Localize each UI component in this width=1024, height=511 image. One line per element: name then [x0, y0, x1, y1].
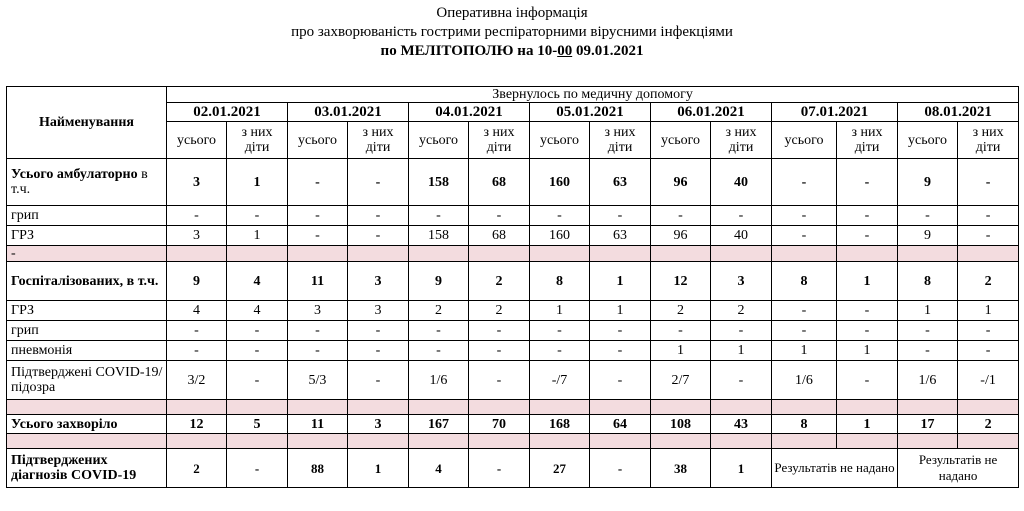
row-label: грип — [7, 321, 167, 341]
value-cell: - — [227, 206, 288, 226]
value-cell: 1 — [898, 301, 958, 321]
value-cell: 96 — [651, 159, 711, 206]
value-cell: 1 — [530, 301, 590, 321]
value-cell: - — [772, 206, 837, 226]
subheader-children: з них діти — [348, 122, 409, 159]
value-cell: - — [590, 449, 651, 488]
value-cell: - — [772, 321, 837, 341]
value-cell: - — [227, 361, 288, 400]
value-cell: 1 — [837, 415, 898, 434]
value-cell: 12 — [651, 262, 711, 301]
value-cell: - — [530, 206, 590, 226]
subheader-total: усього — [772, 122, 837, 159]
subheader-total: усього — [530, 122, 590, 159]
value-cell: - — [590, 341, 651, 361]
value-cell: 4 — [167, 301, 227, 321]
value-cell: 8 — [530, 262, 590, 301]
value-cell: 1/6 — [898, 361, 958, 400]
value-cell: 2 — [469, 262, 530, 301]
row-covid-diagnoses — [7, 449, 1019, 488]
value-cell: - — [227, 449, 288, 488]
value-cell: 158 — [409, 226, 469, 246]
value-cell: 27 — [530, 449, 590, 488]
separator-row — [7, 434, 1019, 449]
value-cell: - — [348, 361, 409, 400]
value-cell: - — [167, 341, 227, 361]
subheader-children: з них діти — [837, 122, 898, 159]
title-line-1: Оперативна інформація — [436, 5, 588, 21]
value-cell: 2 — [711, 301, 772, 321]
value-cell: 38 — [651, 449, 711, 488]
value-cell: 2/7 — [651, 361, 711, 400]
value-cell: - — [167, 206, 227, 226]
value-cell: - — [958, 226, 1019, 246]
row-covid-confirmed — [7, 361, 1019, 400]
row-label: ГРЗ — [7, 226, 167, 246]
value-cell: 1 — [711, 449, 772, 488]
value-cell: - — [409, 321, 469, 341]
value-cell: 1 — [837, 262, 898, 301]
subheader-total: усього — [651, 122, 711, 159]
value-cell: - — [837, 321, 898, 341]
value-cell: - — [958, 159, 1019, 206]
title-date: 09.01.2021 — [572, 43, 644, 59]
row-label: пневмонія — [7, 341, 167, 361]
value-cell: 2 — [469, 301, 530, 321]
value-cell: - — [348, 159, 409, 206]
value-cell: 8 — [898, 262, 958, 301]
title-city-prefix: по МЕЛІТОПОЛЮ на 10- — [380, 43, 558, 59]
no-results-cell: Результатів не надано — [772, 449, 898, 488]
value-cell: -/7 — [530, 361, 590, 400]
row-label: Підтверджених діагнозів COVID-19 — [7, 449, 167, 488]
value-cell: 63 — [590, 226, 651, 246]
value-cell: 1 — [711, 341, 772, 361]
value-cell: 1 — [227, 159, 288, 206]
title-time-minutes: 00 — [557, 43, 573, 59]
value-cell: 1 — [348, 449, 409, 488]
value-cell: 2 — [958, 262, 1019, 301]
value-cell: - — [958, 341, 1019, 361]
value-cell: 158 — [409, 159, 469, 206]
value-cell: 1 — [590, 301, 651, 321]
value-cell: - — [469, 341, 530, 361]
title-line-2: про захворюваність гострими респіраторними вірусними інфекціями — [291, 24, 733, 40]
date-header: 04.01.2021 — [409, 103, 530, 122]
value-cell: 70 — [469, 415, 530, 434]
value-cell: 3 — [167, 159, 227, 206]
value-cell: - — [167, 321, 227, 341]
value-cell: - — [837, 226, 898, 246]
value-cell: - — [469, 206, 530, 226]
value-cell: 9 — [167, 262, 227, 301]
value-cell: - — [288, 341, 348, 361]
row-flu — [7, 206, 1019, 226]
date-header: 05.01.2021 — [530, 103, 651, 122]
row-hospitalized — [7, 262, 1019, 301]
value-cell: 68 — [469, 226, 530, 246]
row-hosp-ari — [7, 301, 1019, 321]
value-cell: 11 — [288, 415, 348, 434]
row-label: Усього амбулаторно в т.ч. — [7, 159, 167, 206]
value-cell: 3 — [711, 262, 772, 301]
value-cell: 40 — [711, 159, 772, 206]
value-cell: 108 — [651, 415, 711, 434]
value-cell: 9 — [898, 226, 958, 246]
value-cell: 5/3 — [288, 361, 348, 400]
value-cell: 2 — [958, 415, 1019, 434]
row-ambulatory — [7, 159, 1019, 206]
value-cell: 96 — [651, 226, 711, 246]
value-cell: 64 — [590, 415, 651, 434]
date-header: 07.01.2021 — [772, 103, 898, 122]
value-cell: 5 — [227, 415, 288, 434]
value-cell: 40 — [711, 226, 772, 246]
value-cell: 12 — [167, 415, 227, 434]
separator-row — [7, 246, 1019, 262]
value-cell: 167 — [409, 415, 469, 434]
row-label: ГРЗ — [7, 301, 167, 321]
value-cell: -/1 — [958, 361, 1019, 400]
subheader-children: з них діти — [711, 122, 772, 159]
value-cell: 160 — [530, 226, 590, 246]
subheader-children: з них діти — [590, 122, 651, 159]
row-ari — [7, 226, 1019, 246]
value-cell: 1 — [590, 262, 651, 301]
value-cell: - — [409, 341, 469, 361]
value-cell: - — [348, 341, 409, 361]
value-cell: - — [711, 206, 772, 226]
value-cell: - — [227, 341, 288, 361]
value-cell: - — [772, 226, 837, 246]
value-cell: - — [837, 361, 898, 400]
row-hosp-flu — [7, 321, 1019, 341]
value-cell: - — [590, 321, 651, 341]
value-cell: 3 — [288, 301, 348, 321]
subheader-children: з них діти — [958, 122, 1019, 159]
value-cell: - — [711, 361, 772, 400]
value-cell: 8 — [772, 262, 837, 301]
separator-label: - — [7, 246, 167, 262]
value-cell: 9 — [409, 262, 469, 301]
date-header: 08.01.2021 — [898, 103, 1019, 122]
value-cell: 43 — [711, 415, 772, 434]
value-cell: 3/2 — [167, 361, 227, 400]
value-cell: 1 — [837, 341, 898, 361]
date-header: 02.01.2021 — [167, 103, 288, 122]
value-cell: - — [348, 226, 409, 246]
value-cell: 4 — [409, 449, 469, 488]
value-cell: 68 — [469, 159, 530, 206]
value-cell: - — [348, 206, 409, 226]
value-cell: 2 — [409, 301, 469, 321]
value-cell: - — [958, 206, 1019, 226]
value-cell: 1 — [958, 301, 1019, 321]
value-cell: 1 — [227, 226, 288, 246]
date-header: 06.01.2021 — [651, 103, 772, 122]
value-cell: 1/6 — [772, 361, 837, 400]
value-cell: - — [590, 361, 651, 400]
value-cell: 1 — [772, 341, 837, 361]
value-cell: - — [348, 321, 409, 341]
subheader-children: з них діти — [227, 122, 288, 159]
value-cell: - — [772, 159, 837, 206]
value-cell: - — [227, 321, 288, 341]
value-cell: - — [837, 206, 898, 226]
value-cell: 4 — [227, 301, 288, 321]
value-cell: - — [898, 341, 958, 361]
value-cell: - — [590, 206, 651, 226]
value-cell: 3 — [348, 301, 409, 321]
value-cell: - — [288, 321, 348, 341]
row-label: Усього захворіло — [7, 415, 167, 434]
value-cell: - — [469, 449, 530, 488]
row-label: Підтверджені COVID-19/підозра — [7, 361, 167, 400]
value-cell: - — [651, 321, 711, 341]
row-label: грип — [7, 206, 167, 226]
date-header: 03.01.2021 — [288, 103, 409, 122]
value-cell: - — [469, 361, 530, 400]
value-cell: 11 — [288, 262, 348, 301]
value-cell: 4 — [227, 262, 288, 301]
value-cell: 8 — [772, 415, 837, 434]
value-cell: 1/6 — [409, 361, 469, 400]
no-results-cell: Результатів не надано — [898, 449, 1019, 488]
title-line-3 — [0, 42, 1024, 61]
value-cell: - — [288, 226, 348, 246]
value-cell: - — [651, 206, 711, 226]
value-cell: - — [469, 321, 530, 341]
value-cell: - — [772, 301, 837, 321]
morbidity-table — [6, 86, 1019, 488]
row-total-sick — [7, 415, 1019, 434]
row-label: Госпіталізованих, в т.ч. — [7, 262, 167, 301]
value-cell: 63 — [590, 159, 651, 206]
value-cell: 17 — [898, 415, 958, 434]
value-cell: - — [958, 321, 1019, 341]
value-cell: - — [711, 321, 772, 341]
value-cell: - — [288, 206, 348, 226]
value-cell: 2 — [167, 449, 227, 488]
value-cell: 3 — [348, 262, 409, 301]
value-cell: - — [288, 159, 348, 206]
separator-row — [7, 400, 1019, 415]
value-cell: 160 — [530, 159, 590, 206]
value-cell: 88 — [288, 449, 348, 488]
value-cell: - — [837, 301, 898, 321]
value-cell: 9 — [898, 159, 958, 206]
value-cell: - — [837, 159, 898, 206]
subheader-total: усього — [167, 122, 227, 159]
value-cell: - — [530, 341, 590, 361]
subheader-total: усього — [409, 122, 469, 159]
value-cell: - — [530, 321, 590, 341]
subheader-total: усього — [288, 122, 348, 159]
subheader-children: з них діти — [469, 122, 530, 159]
value-cell: 2 — [651, 301, 711, 321]
row-pneumonia — [7, 341, 1019, 361]
value-cell: - — [898, 206, 958, 226]
group-header: Звернулось по медичну допомогу — [167, 87, 1019, 103]
value-cell: 168 — [530, 415, 590, 434]
value-cell: 3 — [167, 226, 227, 246]
value-cell: - — [409, 206, 469, 226]
value-cell: 3 — [348, 415, 409, 434]
value-cell: - — [898, 321, 958, 341]
report-title — [0, 0, 1024, 61]
subheader-total: усього — [898, 122, 958, 159]
value-cell: 1 — [651, 341, 711, 361]
name-column-header: Найменування — [7, 87, 167, 159]
